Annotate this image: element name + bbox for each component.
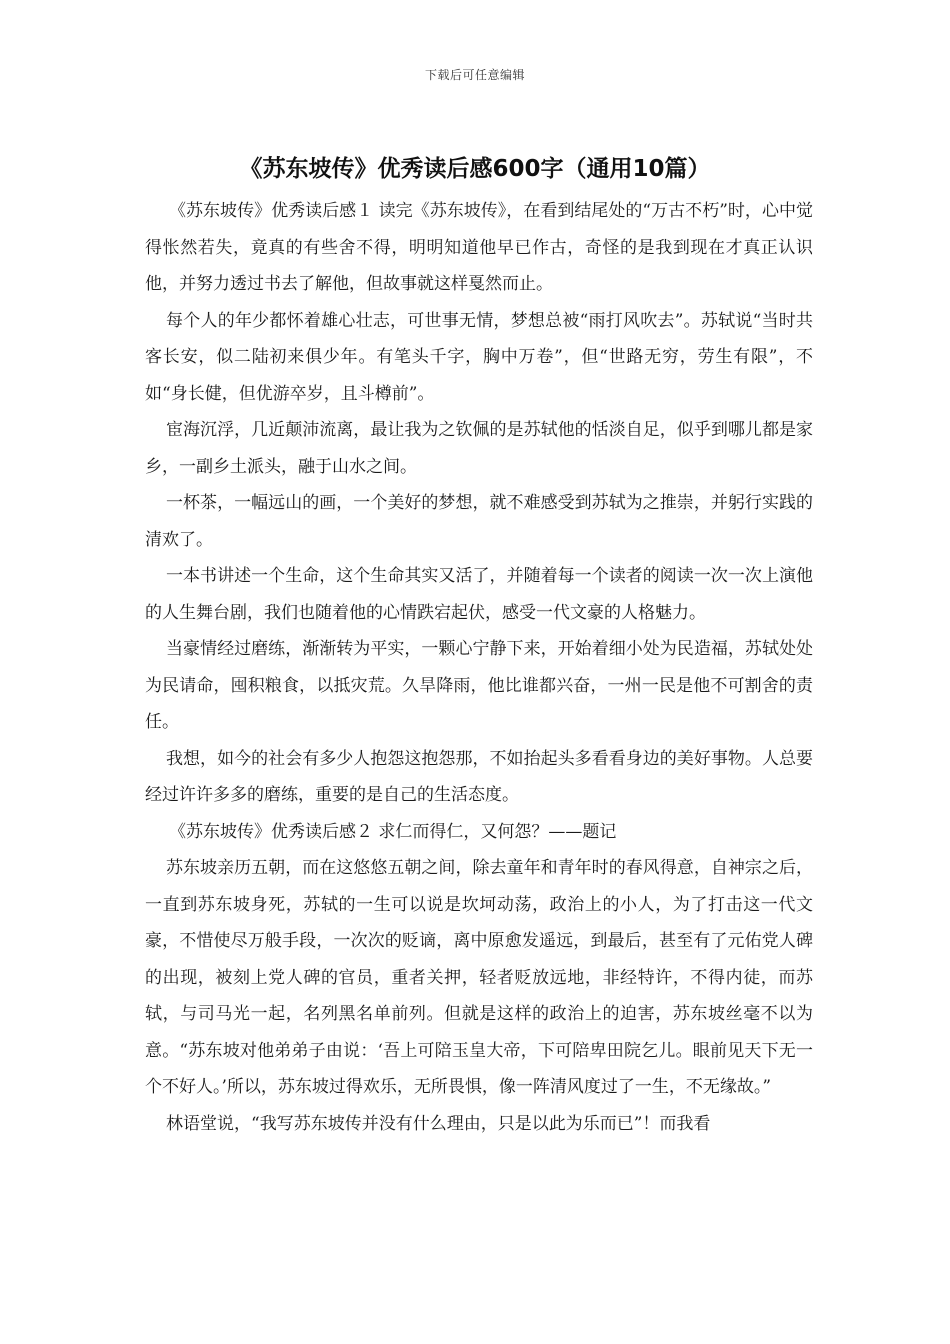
- paragraph: 苏东坡亲历五朝，而在这悠悠五朝之间，除去童年和青年时的春风得意，自神宗之后，一直到苏东坡身死，苏轼的一生可以说是坎坷动荡，政治上的小人，为了打击这一代文豪，不惜使尽万般手段，一次次的贬谪，离中原愈发遥远，到最后，甚至有了元佑党人碑的出现，被刻上党人碑的官员，重者关押，轻者贬放远地，非经特许，不得内徒，而苏轼，与司马光一起，名列黑名单前列。但就是这样的政治上的迫害，苏东坡丝毫不以为意。“苏东坡对他弟弟子由说：‘吾上可陪玉皇大帝，下可陪卑田院乞儿。眼前见天下无一个不好人。’所以，苏东坡过得欢乐，无所畏惧，像一阵清风度过了一生，不无缘故。”: [145, 858, 813, 1097]
- paragraph: 林语堂说，“我写苏东坡传并没有什么理由，只是以此为乐而已”！而我看: [166, 1113, 711, 1134]
- paragraph: 宦海沉浮，几近颠沛流离，最让我为之钦佩的是苏轼他的恬淡自足，似乎到哪儿都是家乡，一副乡土派头，融于山水之间。: [145, 420, 813, 477]
- paragraph: 当豪情经过磨练，渐渐转为平实，一颗心宁静下来，开始着细小处为民造福，苏轼处处为民请命，囤积粮食，以抵灾荒。久旱降雨，他比谁都兴奋，一州一民是他不可割舍的责任。: [145, 639, 813, 732]
- document-body: [145, 193, 813, 1142]
- paragraph: 一本书讲述一个生命，这个生命其实又活了，并随着每一个读者的阅读一次一次上演他的人生舞台剧，我们也随着他的心情跌宕起伏，感受一代文豪的人格魅力。: [145, 566, 813, 623]
- document-title: 《苏东坡传》优秀读后感600字（通用10篇）: [239, 156, 711, 182]
- paragraph: 我想，如今的社会有多少人抱怨这抱怨那，不如抬起头多看看身边的美好事物。人总要经过许许多多的磨练，重要的是自己的生活态度。: [145, 748, 813, 805]
- paragraph: 每个人的年少都怀着雄心壮志，可世事无情，梦想总被“雨打风吹去”。苏轼说“当时共客长安，似二陆初来俱少年。有笔头千字，胸中万卷”，但“世路无穷，劳生有限”，不如“身长健，但优游卒岁，且斗樽前”。: [145, 310, 813, 404]
- paragraph: 《苏东坡传》优秀读后感２ 求仁而得仁，又何怨？——题记: [169, 821, 617, 842]
- page-header-note: 下载后可任意编辑: [424, 68, 525, 82]
- paragraph: 《苏东坡传》优秀读后感１ 读完《苏东坡传》，在看到结尾处的“万古不朽”时，心中觉得怅然若失，竟真的有些舍不得，明明知道他早已作古，奇怪的是我到现在才真正认识他，并努力透过书去了解他，但故事就这样戛然而止。: [145, 201, 813, 294]
- paragraph: 一杯茶，一幅远山的画，一个美好的梦想，就不难感受到苏轼为之推崇，并躬行实践的清欢了。: [145, 493, 813, 550]
